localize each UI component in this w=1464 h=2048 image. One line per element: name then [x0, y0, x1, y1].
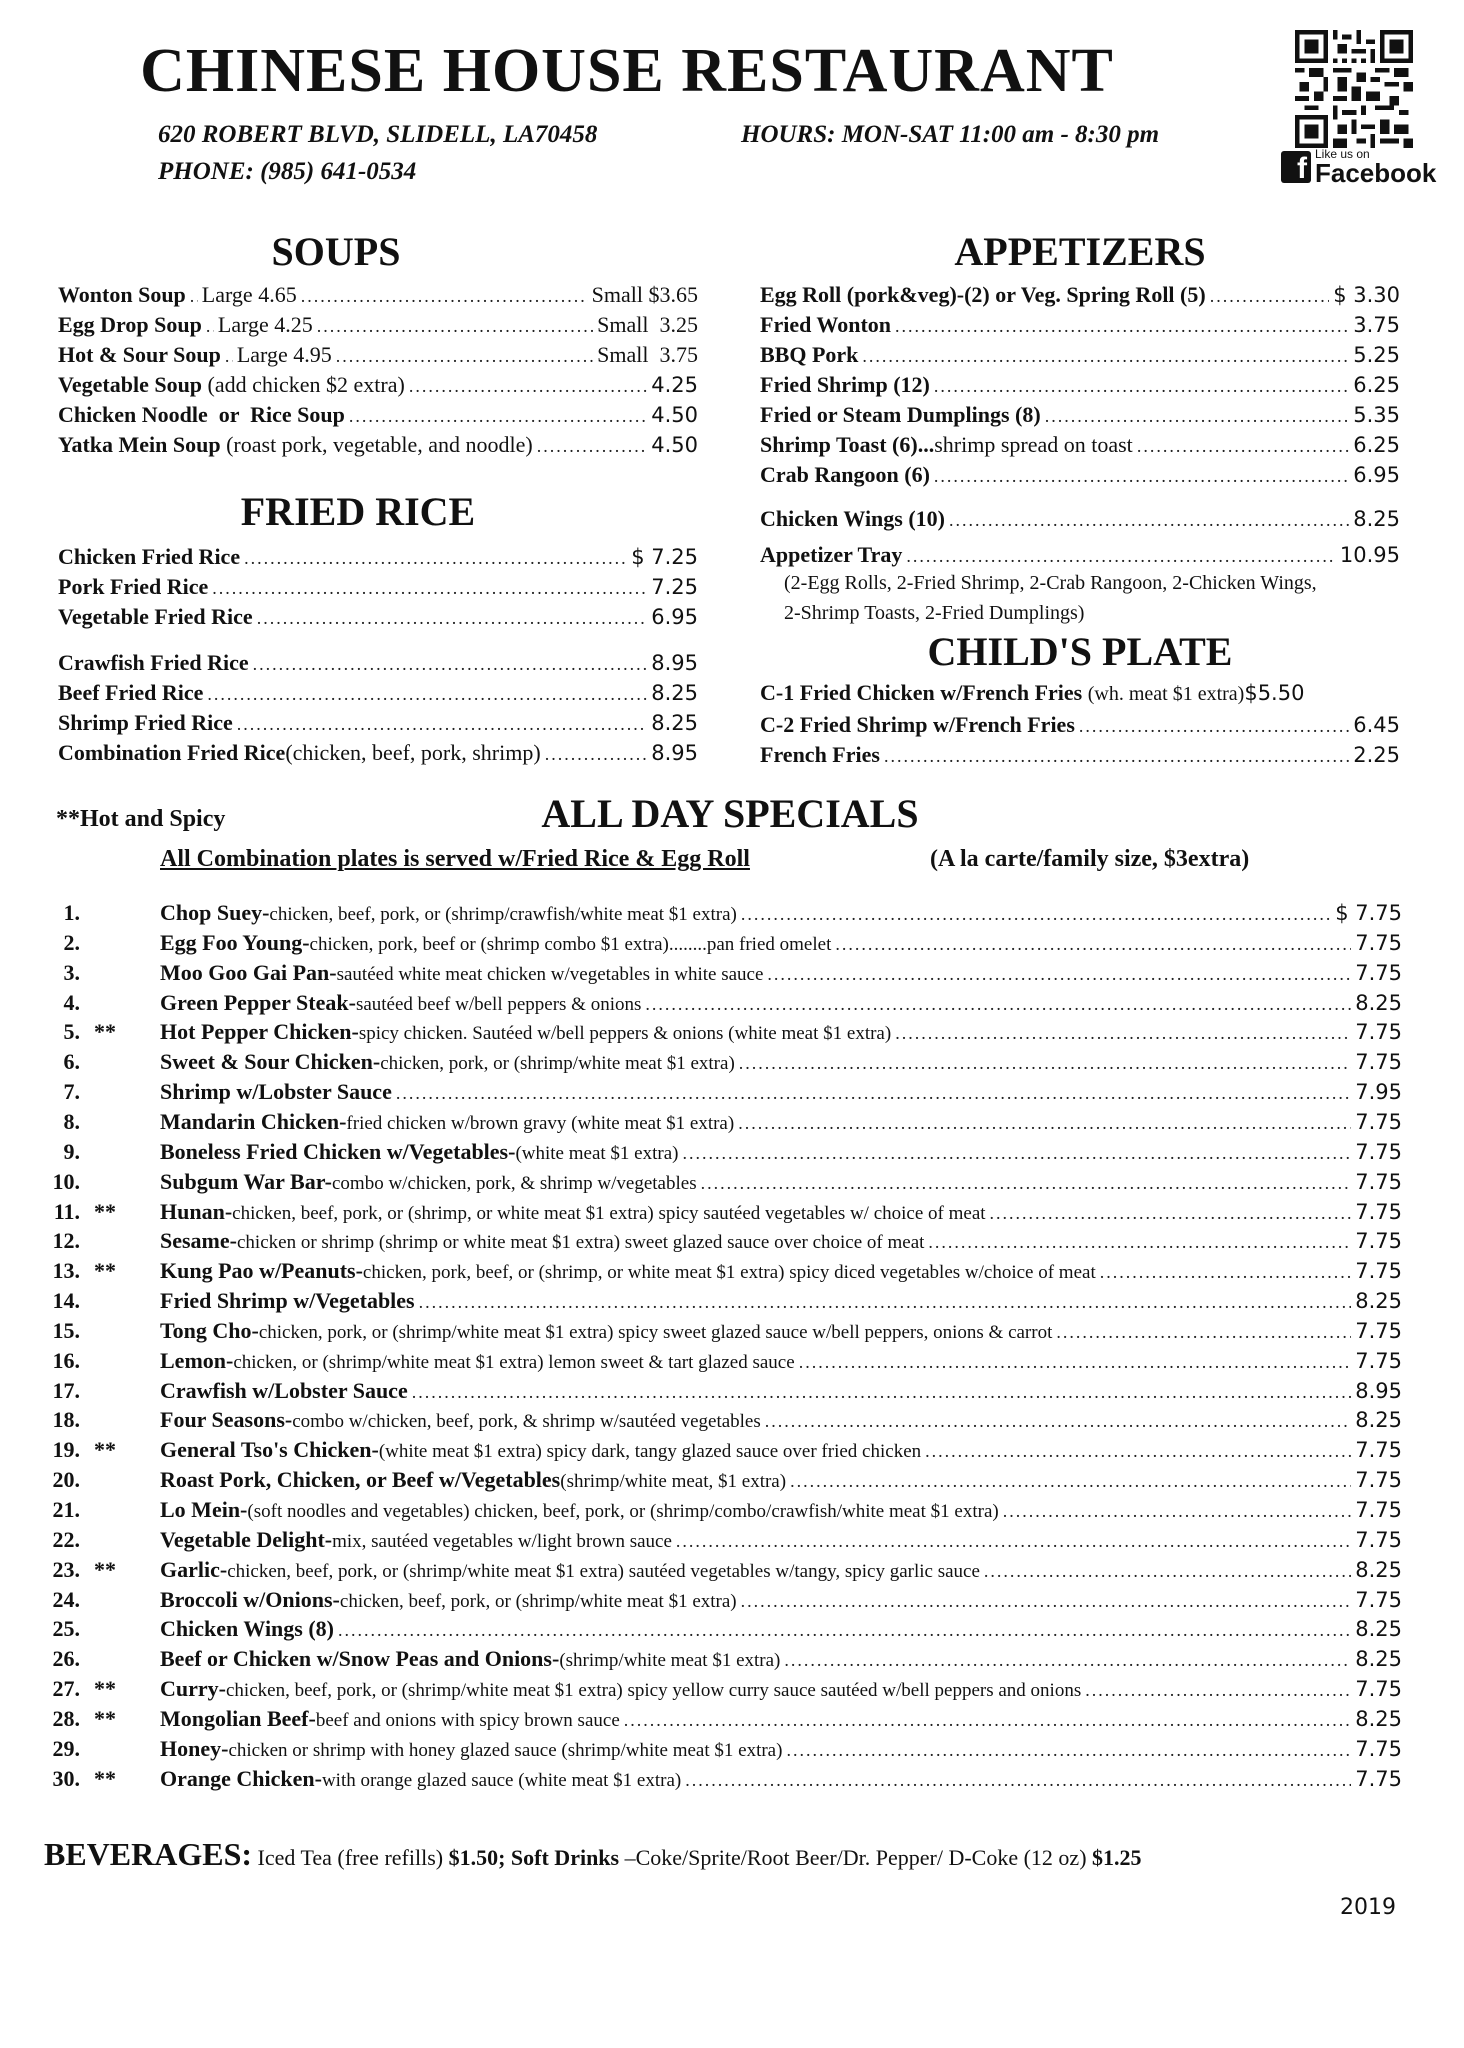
hours: HOURS: MON-SAT 11:00 am - 8:30 pm [741, 121, 1160, 148]
item-desc: fried chicken w/brown gravy (white meat $1 extra) [346, 1113, 735, 1134]
item-price: 4.25 [651, 373, 698, 397]
special-item [40, 928, 1402, 956]
item-name: Roast Pork, Chicken, or Beef w/Vegetables [160, 1467, 561, 1492]
menu-year: 2019 [1340, 1895, 1396, 1920]
item-name: Pork Fried Rice [58, 574, 209, 599]
spicy-marker: ** [94, 1706, 116, 1731]
item-price: 8.95 [651, 741, 698, 765]
item-price-large: Large 4.95 [236, 342, 332, 367]
item-price: 7.75 [1355, 1050, 1402, 1074]
item-name: Chicken Wings (10) [760, 506, 946, 531]
tray-note: 2-Shrimp Toasts, 2-Fried Dumplings) [784, 602, 1085, 624]
item-price: 5.35 [1353, 403, 1400, 427]
item-desc: with orange glazed sauce (white meat $1 extra) [321, 1770, 682, 1791]
special-item [40, 1585, 1402, 1613]
special-item [40, 1047, 1402, 1075]
list-item [58, 572, 698, 600]
address: 620 ROBERT BLVD, SLIDELL, LA70458 [158, 121, 598, 148]
list-item [58, 310, 698, 338]
spicy-marker: ** [94, 1766, 116, 1791]
spicy-marker: ** [94, 1437, 116, 1462]
item-name: Garlic- [160, 1557, 228, 1582]
item-name: Boneless Fried Chicken w/Vegetables- [160, 1139, 516, 1164]
item-name: Moo Goo Gai Pan- [160, 960, 337, 985]
special-item [40, 988, 1402, 1016]
item-name: Chicken Fried Rice [58, 544, 241, 569]
item-number: 24. [52, 1587, 80, 1612]
item-name: Mandarin Chicken- [160, 1109, 347, 1134]
item-name: Hot Pepper Chicken- [160, 1019, 359, 1044]
item-price: 7.75 [1355, 1468, 1402, 1492]
special-item [40, 1495, 1402, 1523]
item-name: Fried Shrimp (12) [760, 372, 930, 397]
special-item [40, 1017, 1402, 1045]
item-name: Broccoli w/Onions- [160, 1587, 340, 1612]
item-price: 6.45 [1353, 713, 1400, 737]
hot-spicy-note: **Hot and Spicy [56, 806, 226, 832]
item-name: Fried or Steam Dumplings (8) [760, 402, 1041, 427]
list-item [760, 504, 1400, 532]
item-number: 19. [52, 1437, 80, 1462]
item-price: 8.25 [651, 711, 698, 735]
item-desc: shrimp spread on toast [934, 432, 1133, 457]
item-name: Chop Suey- [160, 900, 270, 925]
item-name: Beef or Chicken w/Snow Peas and Onions- [160, 1646, 560, 1671]
item-name: Subgum War Bar- [160, 1169, 332, 1194]
item-name: Mongolian Beef- [160, 1706, 316, 1731]
item-number: 14. [52, 1288, 80, 1313]
item-number: 18. [52, 1407, 80, 1432]
item-name: Combination Fried Rice [58, 740, 286, 765]
item-name: Curry- [160, 1676, 226, 1701]
item-price: 7.95 [1355, 1080, 1402, 1104]
item-price: 7.75 [1355, 1259, 1402, 1283]
item-number: 3. [63, 960, 80, 985]
item-price: 4.50 [651, 403, 698, 427]
item-price: 6.25 [1353, 433, 1400, 457]
item-number: 28. [52, 1706, 80, 1731]
item-price: 7.75 [1355, 1170, 1402, 1194]
item-price: 8.25 [1355, 1289, 1402, 1313]
item-price: 8.95 [1355, 1379, 1402, 1403]
item-price: 7.75 [1355, 961, 1402, 985]
list-item [58, 708, 698, 736]
item-name: Four Seasons- [160, 1407, 293, 1432]
item-price: 7.75 [1355, 1229, 1402, 1253]
facebook-like-label: Like us on [1315, 147, 1370, 161]
item-desc: beef and onions with spicy brown sauce [315, 1710, 620, 1731]
item-desc: mix, sautéed vegetables w/light brown sauce [332, 1531, 672, 1552]
special-item [40, 1256, 1402, 1284]
item-name: C-1 Fried Chicken w/French Fries [760, 680, 1083, 705]
special-item [40, 1167, 1402, 1195]
item-price-large: Large 4.65 [201, 282, 297, 307]
item-price: 7.25 [651, 575, 698, 599]
item-number: 12. [52, 1228, 80, 1253]
item-price-small: Small 3.25 [597, 312, 698, 337]
item-number: 5. [63, 1019, 80, 1044]
list-item [58, 340, 698, 368]
item-price: 7.75 [1355, 1020, 1402, 1044]
beverages-line [44, 1836, 1142, 1873]
item-price: 8.25 [1353, 507, 1400, 531]
item-price: 7.75 [1355, 931, 1402, 955]
list-item [58, 430, 698, 458]
item-name: Fried Shrimp w/Vegetables [160, 1288, 415, 1313]
list-item [58, 678, 698, 706]
item-price: 7.75 [1355, 1200, 1402, 1224]
item-number: 10. [52, 1169, 80, 1194]
item-name: Vegetable Delight- [160, 1527, 333, 1552]
list-item [760, 710, 1400, 738]
item-desc: combo w/chicken, pork, & shrimp w/vegetables [331, 1173, 697, 1194]
item-name: Chicken Noodle or Rice Soup [58, 402, 345, 427]
item-name: Crawfish w/Lobster Sauce [160, 1378, 408, 1403]
spicy-marker: ** [94, 1557, 116, 1582]
special-item [40, 1734, 1402, 1762]
item-price: 7.75 [1355, 1349, 1402, 1373]
list-item [760, 740, 1400, 768]
item-price: 8.25 [1355, 1647, 1402, 1671]
tea-price: $1.50; [448, 1845, 506, 1870]
special-item [40, 1555, 1402, 1583]
special-item [40, 1197, 1402, 1225]
item-desc: (chicken, beef, pork, shrimp) [285, 740, 541, 765]
specials-subtitle: All Combination plates is served w/Fried Rice & Egg Roll [160, 846, 750, 872]
item-name: Lo Mein- [160, 1497, 248, 1522]
item-price: 6.95 [651, 605, 698, 629]
special-item [40, 1376, 1402, 1404]
item-number: 9. [63, 1139, 80, 1164]
item-number: 27. [52, 1676, 80, 1701]
item-desc: chicken, beef, pork, or (shrimp, or white meat $1 extra) spicy sautéed vegetables w/ choice of meat [232, 1203, 986, 1224]
special-item [40, 1644, 1402, 1672]
item-name: Sesame- [160, 1228, 237, 1253]
special-item [40, 1405, 1402, 1433]
special-item [40, 1674, 1402, 1702]
item-price: 7.75 [1355, 1588, 1402, 1612]
item-number: 11. [53, 1199, 80, 1224]
facebook-link[interactable] [1281, 148, 1436, 186]
item-desc: chicken, beef, pork, or (shrimp/crawfish/white meat $1 extra) [269, 904, 737, 925]
item-number: 17. [52, 1378, 80, 1403]
item-desc: (add chicken $2 extra) [207, 372, 405, 397]
special-item [40, 1316, 1402, 1344]
item-price: 10.95 [1339, 543, 1400, 567]
item-desc: chicken or shrimp (shrimp or white meat $1 extra) sweet glazed sauce over choice of meat [236, 1232, 925, 1253]
item-name: Sweet & Sour Chicken- [160, 1049, 381, 1074]
spicy-marker: ** [94, 1258, 116, 1283]
item-number: 15. [52, 1318, 80, 1343]
list-item [760, 370, 1400, 398]
tray-note: (2-Egg Rolls, 2-Fried Shrimp, 2-Crab Rangoon, 2-Chicken Wings, [784, 572, 1317, 594]
item-number: 16. [52, 1348, 80, 1373]
special-item [40, 898, 1402, 926]
item-name: Beef Fried Rice [58, 680, 204, 705]
item-number: 4. [63, 990, 80, 1015]
item-price: 7.75 [1355, 1677, 1402, 1701]
item-price: $ 7.75 [1335, 901, 1402, 925]
item-desc: chicken, pork, or (shrimp/white meat $1 extra) spicy sweet glazed sauce w/bell peppers, onions & carrot [258, 1322, 1053, 1343]
item-desc: chicken, beef, pork, or (shrimp/white meat $1 extra) sautéed vegetables w/tangy, spicy garlic sauce [227, 1561, 980, 1582]
list-item [58, 400, 698, 428]
special-item [40, 1346, 1402, 1374]
item-name: Kung Pao w/Peanuts- [160, 1258, 363, 1283]
item-number: 20. [52, 1467, 80, 1492]
item-price: 8.25 [651, 681, 698, 705]
list-item [58, 280, 698, 308]
item-price: 7.75 [1355, 1140, 1402, 1164]
item-name: Orange Chicken- [160, 1766, 322, 1791]
item-price-large: Large 4.25 [217, 312, 313, 337]
list-item [760, 540, 1400, 568]
item-price: 4.50 [651, 433, 698, 457]
item-price: 8.25 [1355, 1617, 1402, 1641]
fried-rice-heading: FRIED RICE [240, 489, 476, 534]
item-price: 3.75 [1353, 313, 1400, 337]
soft-drinks-label: Soft Drinks [505, 1845, 620, 1870]
item-price: 8.25 [1355, 1707, 1402, 1731]
item-price: $ 3.30 [1333, 283, 1400, 307]
item-desc: combo w/chicken, beef, pork, & shrimp w/sautéed vegetables [292, 1411, 761, 1432]
item-number: 22. [52, 1527, 80, 1552]
item-desc: (wh. meat $1 extra) [1087, 683, 1245, 705]
item-price: 7.75 [1355, 1767, 1402, 1791]
item-price: 7.75 [1355, 1319, 1402, 1343]
item-desc: chicken, pork, or (shrimp/white meat $1 extra) [380, 1053, 735, 1074]
item-number: 25. [52, 1616, 80, 1641]
specials-heading: ALL DAY SPECIALS [541, 791, 919, 836]
item-name: Shrimp Fried Rice [58, 710, 233, 735]
facebook-icon: f [1281, 151, 1311, 183]
special-item [40, 958, 1402, 986]
item-desc: sautéed beef w/bell peppers & onions [355, 994, 642, 1015]
item-name: Green Pepper Steak- [160, 990, 356, 1015]
special-item [40, 1435, 1402, 1463]
item-name: Tong Cho- [160, 1318, 259, 1343]
item-number: 23. [52, 1557, 80, 1582]
special-item [40, 1286, 1402, 1314]
item-number: 29. [52, 1736, 80, 1761]
item-price: 5.25 [1353, 343, 1400, 367]
item-name: Crawfish Fried Rice [58, 650, 249, 675]
item-name: BBQ Pork [760, 342, 859, 367]
item-name: Hunan- [160, 1199, 233, 1224]
item-name: Lemon- [160, 1348, 234, 1373]
item-name: General Tso's Chicken- [160, 1437, 379, 1462]
item-name: Honey- [160, 1736, 229, 1761]
specials-extra-note: (A la carte/family size, $3extra) [930, 846, 1250, 872]
item-number: 30. [52, 1766, 80, 1791]
item-desc: sautéed white meat chicken w/vegetables in white sauce [336, 964, 764, 985]
item-desc: chicken, pork, beef, or (shrimp, or white meat $1 extra) spicy diced vegetables w/choice of meat [362, 1262, 1096, 1283]
list-item [760, 310, 1400, 338]
item-number: 26. [52, 1646, 80, 1671]
list-item [760, 680, 1400, 706]
list-item [760, 280, 1400, 308]
item-desc: chicken, beef, pork, or (shrimp/white meat $1 extra) spicy yellow curry sauce sautéed w/bell peppers and onions [225, 1680, 1082, 1701]
item-name: Shrimp Toast (6)... [760, 432, 935, 457]
appetizers-heading: APPETIZERS [954, 229, 1206, 274]
item-price: 7.75 [1355, 1528, 1402, 1552]
special-item [40, 1764, 1402, 1792]
item-number: 2. [63, 930, 80, 955]
item-name: Vegetable Soup [58, 372, 203, 397]
item-number: 7. [63, 1079, 80, 1104]
item-price: 7.75 [1355, 1110, 1402, 1134]
spicy-marker: ** [94, 1676, 116, 1701]
item-price: 8.25 [1355, 991, 1402, 1015]
phone: PHONE: (985) 641-0534 [158, 158, 417, 185]
item-price: 2.25 [1353, 743, 1400, 767]
item-desc: (roast pork, vegetable, and noodle) [226, 432, 533, 457]
list-item [58, 738, 698, 766]
special-item [40, 1704, 1402, 1732]
spicy-marker: ** [94, 1019, 116, 1044]
item-desc: (white meat $1 extra) [515, 1143, 679, 1164]
item-price: 8.25 [1355, 1558, 1402, 1582]
special-item [40, 1465, 1402, 1493]
special-item [40, 1525, 1402, 1553]
item-price: 6.25 [1353, 373, 1400, 397]
list-item [58, 370, 698, 398]
item-number: 13. [52, 1258, 80, 1283]
item-name: Appetizer Tray [760, 542, 903, 567]
item-price: $ 7.25 [631, 545, 698, 569]
item-name: Hot & Sour Soup [58, 342, 221, 367]
item-desc: spicy chicken. Sautéed w/bell peppers & onions (white meat $1 extra) [358, 1023, 892, 1044]
list-item [760, 400, 1400, 428]
list-item [58, 602, 698, 630]
soups-heading: SOUPS [271, 229, 401, 274]
item-name: Vegetable Fried Rice [58, 604, 253, 629]
item-number: 21. [52, 1497, 80, 1522]
item-name: Shrimp w/Lobster Sauce [160, 1079, 392, 1104]
item-desc: chicken or shrimp with honey glazed sauce (shrimp/white meat $1 extra) [228, 1740, 783, 1761]
item-name: Egg Roll (pork&veg)-(2) or Veg. Spring Roll (5) [760, 282, 1206, 307]
list-item [58, 542, 698, 570]
special-item [40, 1226, 1402, 1254]
item-desc: chicken, beef, pork, or (shrimp/white meat $1 extra) [339, 1591, 737, 1612]
item-price-small: Small $3.65 [591, 282, 698, 307]
spicy-marker: ** [94, 1199, 116, 1224]
item-name: French Fries [760, 742, 880, 767]
special-item [40, 1077, 1402, 1105]
item-price-small: Small 3.75 [597, 342, 698, 367]
tea-label: Iced Tea (free refills) [252, 1845, 449, 1870]
beverages-heading: BEVERAGES: [44, 1836, 253, 1872]
item-price: 7.75 [1355, 1498, 1402, 1522]
soft-drinks-price: $1.25 [1092, 1845, 1142, 1870]
list-item [760, 340, 1400, 368]
special-item [40, 1137, 1402, 1165]
item-name: Chicken Wings (8) [160, 1616, 335, 1641]
item-desc: (white meat $1 extra) spicy dark, tangy glazed sauce over fried chicken [378, 1441, 922, 1462]
item-name: Egg Drop Soup [58, 312, 202, 337]
item-name: Fried Wonton [760, 312, 892, 337]
facebook-label: Facebook [1315, 158, 1437, 188]
item-number: 6. [63, 1049, 80, 1074]
item-desc: (soft noodles and vegetables) chicken, beef, pork, or (shrimp/combo/crawfish/white meat $1 extra) [247, 1501, 999, 1522]
list-item [760, 430, 1400, 458]
restaurant-title: CHINESE HOUSE RESTAURANT [140, 37, 1114, 105]
item-desc: (shrimp/white meat, $1 extra) [560, 1471, 787, 1492]
item-price: 6.95 [1353, 463, 1400, 487]
soft-drinks-desc: –Coke/Sprite/Root Beer/Dr. Pepper/ D-Coke (12 oz) [619, 1845, 1093, 1870]
list-item [760, 460, 1400, 488]
item-price: 8.25 [1355, 1408, 1402, 1432]
item-desc: chicken, or (shrimp/white meat $1 extra) lemon sweet & tart glazed sauce [233, 1352, 795, 1373]
item-name: Egg Foo Young- [160, 930, 310, 955]
special-item [40, 1614, 1402, 1642]
item-price: $5.50 [1244, 681, 1305, 705]
item-name: C-2 Fried Shrimp w/French Fries [760, 712, 1075, 737]
childs-plate-heading: CHILD'S PLATE [927, 629, 1233, 674]
item-name: Yatka Mein Soup [58, 432, 221, 457]
item-number: 8. [63, 1109, 80, 1134]
item-price: 7.75 [1355, 1737, 1402, 1761]
item-price: 7.75 [1355, 1438, 1402, 1462]
item-price: 8.95 [651, 651, 698, 675]
item-desc: (shrimp/white meat $1 extra) [559, 1650, 781, 1671]
item-number: 1. [63, 900, 80, 925]
item-name: Crab Rangoon (6) [760, 462, 930, 487]
special-item [40, 1107, 1402, 1135]
qr-code-icon[interactable] [1294, 30, 1414, 148]
item-name: Wonton Soup [58, 282, 186, 307]
list-item [58, 648, 698, 676]
item-desc: chicken, pork, beef or (shrimp combo $1 extra)........pan fried omelet [309, 934, 832, 955]
